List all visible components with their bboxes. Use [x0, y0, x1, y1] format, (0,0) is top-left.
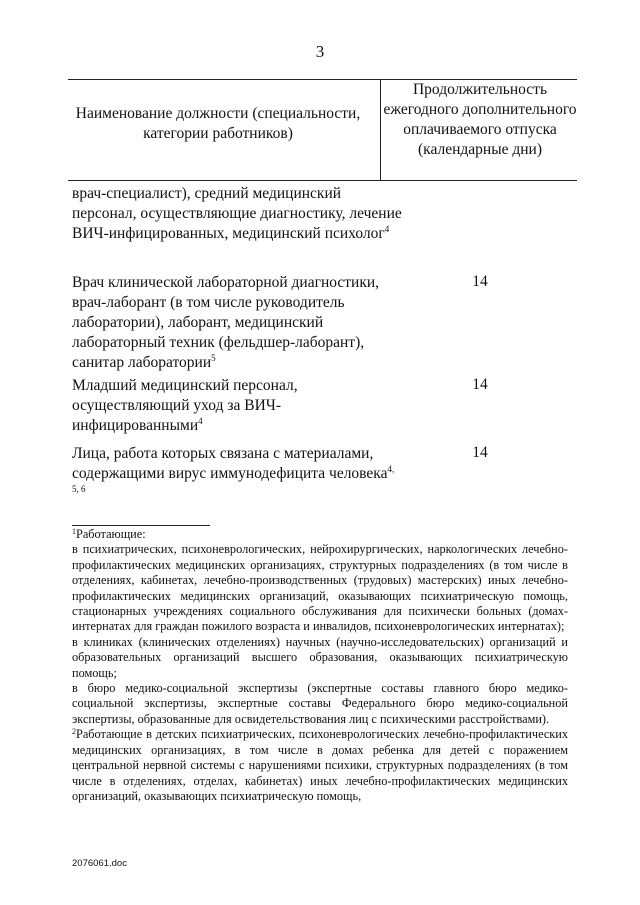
document-filename: 2076061.doc: [72, 858, 127, 869]
table-row-name: врач-специалист), средний медицинский персонал, осуществляющие диагностику, лечение ВИЧ-инфицированных, медицинский психолог$^4$: [72, 185, 402, 242]
footnote-1-paragraph: в бюро медико-социальной экспертизы (экспертные составы главного бюро медико-социальной экспертизы, экспертные составы Федерального бюро медико-социальной экспертизы, образованные для освидетельствования лиц с психическими расстройствами).: [72, 681, 568, 726]
table-row-days: 14: [472, 376, 488, 393]
footnote-1-paragraph: в клиниках (клинических отделениях) научных (научно-исследовательских) организаций и образовательных организаций высшего образования, оказывающих психиатрическую помощь;: [72, 634, 568, 680]
table-row-days: 14: [472, 444, 488, 461]
table-row-name: Младший медицинский персонал, осуществляющий уход за ВИЧ-инфицированными$^4$: [72, 377, 298, 434]
table-row-name: Врач клинической лабораторной диагностики, врач-лаборант (в том числе руководитель лаборатории), лаборант, медицинский лабораторный техник (фельдшер-лаборант), санитар лаборатории$^5$: [72, 274, 380, 371]
table-row-name: Лица, работа которых связана с материалами, содержащими вирус иммунодефицита человека$^{4, 5, 6}$: [72, 445, 395, 494]
footnote-separator: [72, 525, 210, 526]
column-header-leave-days: Продолжительность ежегодного дополнительного оплачиваемого отпуска (календарные дни): [383, 81, 577, 158]
page-number: 3: [315, 42, 325, 61]
footnotes: [72, 527, 568, 804]
header-divider: [380, 79, 381, 180]
header-bottom-rule: [68, 180, 577, 181]
table-row-days: 14: [472, 273, 488, 290]
footnote-1-paragraph: в психиатрических, психоневрологических, нейрохирургических, наркологических лечебно-профилактических медицинских организациях, структурных подразделениях (в том числе в отделениях, кабинетах, лечебно-производственных (трудовых) мастерских) иных лечебно-профилактических медицинских организаций, оказывающих психиатрическую помощь, стационарных учреждениях социального обслуживания для психически больных (домах-интернатах для граждан пожилого возраста и инвалидов, психоневрологических интернатах);: [72, 542, 568, 634]
column-header-position: Наименование должности (специальности, категории работников): [75, 105, 361, 142]
footnote-2: $^2$Работающие в детских психиатрических, психоневрологических лечебно-профилактических медицинских организациях, в том числе в домах ребенка для детей с поражением центральной нервной системы с нарушениями психики, структурных подразделениях (в том числе в отделениях, отделах, кабинетах) иных лечебно-профилактических медицинских организаций, оказывающих психиатрическую помощь,: [72, 727, 568, 803]
footnote-1-title: $^1$Работающие:: [72, 527, 146, 541]
